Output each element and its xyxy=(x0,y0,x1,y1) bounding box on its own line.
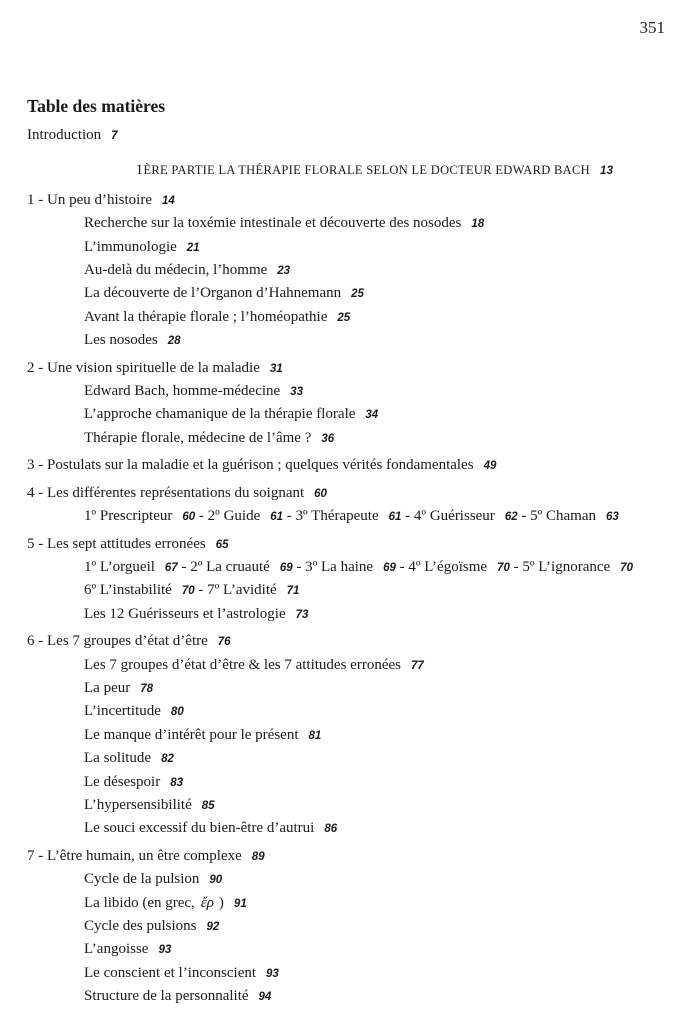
part-cap: 1 xyxy=(135,162,144,179)
chapter-3 xyxy=(27,454,677,477)
entry-label: 7º L’avidité xyxy=(207,582,277,599)
entry-page: 90 xyxy=(209,874,223,887)
toc-subentry xyxy=(27,985,677,1008)
toc-subentry xyxy=(27,868,677,891)
separator: - xyxy=(401,508,414,525)
toc-subentry xyxy=(27,282,677,305)
entry-label: Les 12 Guérisseurs et l’astrologie xyxy=(84,605,286,622)
entry-label: 5º L’ignorance xyxy=(522,558,611,575)
entry-page: 25 xyxy=(351,288,364,301)
entry-page: 77 xyxy=(410,659,424,672)
toc-subentry xyxy=(27,427,677,450)
toc-subentry xyxy=(27,259,677,282)
entry-label: 1º L’orgueil xyxy=(84,558,155,575)
entry-label: L’angoisse xyxy=(84,941,149,958)
entry-page: 70 xyxy=(497,561,510,574)
entry-label: Au-delà du médecin, l’homme xyxy=(84,262,268,279)
entry-page: 61 xyxy=(270,511,284,524)
entry-label: Edward Bach, homme-médecine xyxy=(84,383,281,400)
chapter-2 xyxy=(27,357,677,380)
chapter-4 xyxy=(27,482,677,505)
entry-page: 69 xyxy=(279,561,293,574)
entry-page: 7 xyxy=(111,130,118,142)
entry-page: 60 xyxy=(182,511,196,524)
entry-label: La peur xyxy=(84,679,131,696)
entry-label: La libido (en grec, xyxy=(84,894,195,911)
entry-page: 25 xyxy=(337,311,351,324)
separator: - xyxy=(194,582,208,599)
separator: - xyxy=(292,558,306,575)
entry-label: Le souci excessif du bien-être d’autrui xyxy=(84,820,315,837)
entry-page: 80 xyxy=(170,706,184,719)
entry-page: 34 xyxy=(365,409,379,422)
toc-subentry xyxy=(27,329,677,352)
entry-label: Les nosodes xyxy=(84,332,158,349)
entry-page: 36 xyxy=(321,432,335,445)
separator: - xyxy=(283,508,296,525)
entry-page: 83 xyxy=(170,776,184,789)
separator: - xyxy=(177,558,191,575)
entry-page: 69 xyxy=(383,561,396,574)
entry-label: Recherche sur la toxémie intestinale et découverte des nosodes xyxy=(84,215,462,232)
page-number: 351 xyxy=(639,18,665,37)
entry-page: 81 xyxy=(308,729,322,742)
entry-page: 85 xyxy=(201,799,215,812)
chapter-page: 65 xyxy=(215,538,229,551)
chapter-5 xyxy=(27,533,677,556)
separator: - xyxy=(195,508,208,525)
entry-page: 67 xyxy=(164,561,178,574)
toc-subentry xyxy=(27,794,677,817)
entry-label: Le désespoir xyxy=(84,773,161,790)
separator: - xyxy=(509,558,523,575)
chapter-label: 5 - Les sept attitudes erronées xyxy=(27,535,206,552)
toc-subentry xyxy=(27,817,677,840)
entry-page: 63 xyxy=(606,511,619,524)
chapter-page: 31 xyxy=(269,362,283,375)
entry-page: 93 xyxy=(266,967,279,980)
chapter-page: 14 xyxy=(161,194,175,207)
toc-subentry-row xyxy=(27,556,677,579)
entry-label: Cycle de la pulsion xyxy=(84,871,200,888)
part-page: 13 xyxy=(599,165,614,178)
toc-subentry xyxy=(27,654,677,677)
toc-subentry xyxy=(27,700,677,723)
toc-title: Table des matières xyxy=(27,96,166,116)
toc-subentry xyxy=(27,962,677,985)
chapter-label: 4 - Les différentes représentations du soignant xyxy=(27,484,305,501)
entry-page: 23 xyxy=(277,265,291,278)
toc-subentry-row xyxy=(27,505,677,528)
entry-page: 21 xyxy=(186,241,200,254)
toc-subentry xyxy=(27,603,677,626)
toc-subentry xyxy=(27,236,677,259)
chapter-label: 2 - Une vision spirituelle de la maladie xyxy=(27,359,260,376)
entry-label: 1º Prescripteur xyxy=(84,508,173,525)
part-heading xyxy=(27,159,677,182)
chapter-page: 76 xyxy=(217,636,231,649)
entry-page: 91 xyxy=(233,897,247,910)
separator: - xyxy=(395,558,409,575)
entry-label: L’immunologie xyxy=(84,238,177,255)
entry-label: L’approche chamanique de la thérapie florale xyxy=(84,406,356,423)
toc-subentry xyxy=(27,938,677,961)
entry-page: 78 xyxy=(140,682,154,695)
table-of-contents xyxy=(27,124,677,1009)
entry-label: 3º Thérapeute xyxy=(295,508,379,525)
chapter-label: 3 - Postulats sur la maladie et la guérison ; quelques vérités fondamentales xyxy=(27,457,474,474)
chapter-label: 6 - Les 7 groupes d’état d’être xyxy=(27,633,208,650)
entry-page: 61 xyxy=(388,511,402,524)
chapter-label: 7 - L’être humain, un être complexe xyxy=(27,847,242,864)
entry-label: 5º Chaman xyxy=(530,508,596,525)
toc-subentry xyxy=(27,306,677,329)
toc-subentry xyxy=(27,380,677,403)
separator: - xyxy=(517,508,531,525)
toc-subentry xyxy=(27,724,677,747)
entry-page: 93 xyxy=(158,944,172,957)
entry-label: 3º La haine xyxy=(305,558,374,575)
entry-page: 62 xyxy=(504,511,518,524)
entry-label: Le manque d’intérêt pour le présent xyxy=(84,726,299,743)
entry-page: 28 xyxy=(167,335,181,348)
entry-label: 4º L’égoïsme xyxy=(408,558,488,575)
entry-label: Les 7 groupes d’état d’être & les 7 attitudes erronées xyxy=(84,656,401,673)
chapter-label: 1 - Un peu d’histoire xyxy=(27,191,152,208)
part-label: ÈRE PARTIE LA THÉRAPIE FLORALE SELON LE DOCTEUR EDWARD BACH xyxy=(143,163,590,178)
entry-label: 2º La cruauté xyxy=(190,558,270,575)
toc-subentry-row xyxy=(27,579,677,602)
toc-subentry xyxy=(27,915,677,938)
chapter-page: 60 xyxy=(314,487,327,500)
toc-subentry xyxy=(27,212,677,235)
chapter-page: 89 xyxy=(251,850,265,863)
entry-label: L’incertitude xyxy=(84,703,161,720)
toc-subentry xyxy=(27,677,677,700)
toc-subentry xyxy=(27,403,677,426)
toc-subentry xyxy=(27,771,677,794)
entry-label: Le conscient et l’inconscient xyxy=(84,964,257,981)
entry-page: 33 xyxy=(290,386,303,399)
entry-page: 94 xyxy=(258,991,272,1004)
entry-label: La solitude xyxy=(84,750,152,767)
entry-label: 6º L’instabilité xyxy=(84,582,172,599)
entry-label: Cycle des pulsions xyxy=(84,918,197,934)
toc-subentry xyxy=(27,892,677,915)
entry-label: 2º Guide xyxy=(207,508,261,525)
chapter-7 xyxy=(27,845,677,868)
entry-label: L’hypersensibilité xyxy=(84,796,192,813)
chapter-1 xyxy=(27,189,677,212)
entry-label: Thérapie florale, médecine de l’âme ? xyxy=(84,429,312,446)
entry-label: 4º Guérisseur xyxy=(413,508,495,525)
entry-label: Introduction xyxy=(27,127,102,143)
entry-page: 73 xyxy=(295,608,309,621)
entry-label-close: ) xyxy=(218,894,224,911)
entry-page: 86 xyxy=(324,823,338,836)
greek-glyph: ἔρ xyxy=(200,894,214,911)
entry-page: 82 xyxy=(161,753,174,766)
entry-page: 18 xyxy=(471,218,485,231)
entry-page: 70 xyxy=(181,585,195,598)
entry-page: 92 xyxy=(206,921,220,933)
chapter-6 xyxy=(27,630,677,653)
entry-label: Avant la thérapie florale ; l’homéopathie xyxy=(84,308,328,325)
entry-page: 70 xyxy=(620,561,633,574)
chapter-page: 49 xyxy=(483,460,497,473)
entry-label: Structure de la personnalité xyxy=(84,988,249,1005)
entry-label: La découverte de l’Organon d’Hahnemann xyxy=(84,285,342,302)
toc-subentry xyxy=(27,747,677,770)
toc-entry-introduction xyxy=(27,124,677,147)
entry-page: 71 xyxy=(286,585,300,598)
